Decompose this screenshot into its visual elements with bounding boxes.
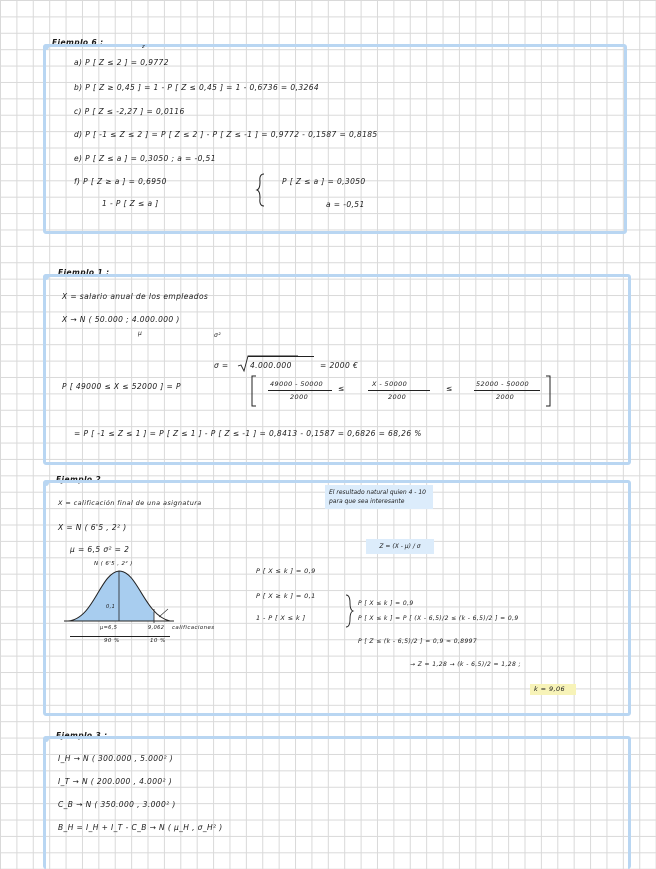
- ex6-line-d: d) P [ -1 ≤ Z ≤ 2 ] = P [ Z ≤ 2 ] - P [ Z ≤ -1 ] = 0,9772 - 0,1587 = 0,8185: [74, 130, 378, 139]
- ex1-sigma-radicand: 4.000.000: [250, 361, 292, 370]
- ex2-pct-90: 90 %: [104, 638, 120, 644]
- ex1-sqrt-bar: [248, 356, 314, 357]
- ex2-curve-label: N ( 6'5 , 2² ): [94, 561, 133, 567]
- ex6-f-right1: P [ Z ≤ a ] = 0,3050: [282, 177, 366, 186]
- ex2-span-90: [70, 636, 150, 637]
- ex1-frac1-line: [268, 390, 332, 391]
- ex2-right-2: P [ X ≤ k ] = P [ (X - 6,5)/2 ≤ (k - 6,5)/2 ] = 0,9: [358, 615, 519, 622]
- ex6-line-e: e) P [ Z ≤ a ] = 0,3050 ; a = -0,51: [74, 154, 216, 163]
- ex6-line-f2: 1 - P [ Z ≤ a ]: [102, 199, 159, 208]
- ex6-line-c: c) P [ Z ≤ -2,27 ] = 0,0116: [74, 107, 185, 116]
- ex2-span-10: [150, 636, 170, 637]
- ex3-line-4: B_H = I_H + I_T - C_B → N ( μ_H , σ_H² ): [58, 823, 223, 832]
- ex1-frac2-line: [368, 390, 430, 391]
- ex2-right-3: P [ Z ≤ (k - 6,5)/2 ] = 0,9 ≈ 0,8997: [358, 638, 478, 645]
- ex6-f-right2: a = -0,51: [326, 200, 365, 209]
- ex2-sticky-note: El resultado natural quien 4 - 10 para que sea interesante: [325, 485, 433, 509]
- ex1-frac3-den: 2000: [496, 393, 515, 401]
- ex2-normal-curve: [64, 565, 174, 631]
- ex6-title: Ejemplo 6 :: [52, 38, 104, 47]
- ex3-line-3: C_B → N ( 350.000 , 3.000² ): [58, 800, 176, 809]
- ex1-result: = P [ -1 ≤ Z ≤ 1 ] = P [ Z ≤ 1 ] - P [ Z ≤ -1 ] = 0,8413 - 0,1587 = 0,6826 = 68,26 %: [74, 429, 422, 438]
- ex2-brace: [344, 594, 354, 628]
- ex2-calc-1: P [ X ≤ k ] = 0,9: [256, 567, 316, 575]
- ex2-tail-label: 0,1: [106, 604, 116, 610]
- ex6-line-b: b) P [ Z ≥ 0,45 ] = 1 - P [ Z ≤ 0,45 ] = 1 - 0,6736 = 0,3264: [74, 83, 320, 92]
- ex6-line-f1: f) P [ Z ≥ a ] = 0,6950: [74, 177, 167, 186]
- ex1-frac1-num: 49000 - 50000: [270, 380, 324, 388]
- ex2-calc-3: 1 - P [ X ≤ k ]: [256, 614, 306, 622]
- ex2-axis-label: calificaciones: [172, 625, 215, 631]
- ex1-frac3-num: 52000 - 50000: [476, 380, 530, 388]
- ex2-answer: k = 9,06: [534, 685, 566, 693]
- ex2-right-4: → Z = 1,28 → (k - 6,5)/2 = 1,28 ;: [410, 661, 521, 668]
- ex1-frac3-line: [474, 390, 540, 391]
- ex1-line-2: X → N ( 50.000 ; 4.000.000 ): [62, 315, 180, 324]
- ex2-tick-x: 9,062: [148, 625, 165, 631]
- ex1-sigma2-label: σ²: [214, 332, 222, 339]
- ex1-frac2-den: 2000: [388, 393, 407, 401]
- ex1-leq-1: ≤: [338, 384, 345, 393]
- ex1-prob-lhs: P [ 49000 ≤ X ≤ 52000 ] = P: [62, 382, 181, 391]
- ex2-pct-10: 10 %: [150, 638, 166, 644]
- ex2-line-1: X = calificación final de una asignatura: [58, 499, 202, 507]
- ex2-line-2: X = N ( 6'5 , 2² ): [58, 523, 127, 532]
- ex1-leq-2: ≤: [446, 384, 453, 393]
- ex1-sigma-lhs: σ =: [214, 361, 229, 370]
- ex1-title: Ejemplo 1 :: [58, 268, 110, 277]
- ex2-calc-2: P [ X ≥ k ] = 0,1: [256, 592, 316, 600]
- ex6-line-a: a) P [ Z ≤ 2 ] = 0,9772: [74, 58, 169, 67]
- ex3-title: Ejemplo 3 :: [56, 731, 108, 740]
- ex2-params: μ = 6,5 σ² = 2: [70, 545, 130, 554]
- ex2-title: Ejemplo 2 .: [56, 475, 108, 484]
- ex3-line-2: I_T → N ( 200.000 , 4.000² ): [58, 777, 173, 786]
- ex2-tick-mu: μ=6,5: [100, 625, 118, 631]
- ex3-line-1: I_H → N ( 300.000 , 5.000² ): [58, 754, 174, 763]
- ex2-z-formula: Z = (X - μ) / σ: [366, 539, 434, 554]
- ex1-frac2-num: X - 50000: [372, 380, 408, 388]
- ex1-mu-label: μ: [138, 330, 143, 337]
- ex6-brace: [256, 172, 268, 208]
- ex1-sigma-rhs: = 2000 €: [320, 361, 359, 370]
- ex1-frac1-den: 2000: [290, 393, 309, 401]
- ex2-right-1: P [ X ≤ k ] = 0,9: [358, 600, 414, 607]
- ex6-a-mark: z: [142, 44, 146, 50]
- ex1-line-1: X = salario anual de los empleados: [62, 292, 209, 301]
